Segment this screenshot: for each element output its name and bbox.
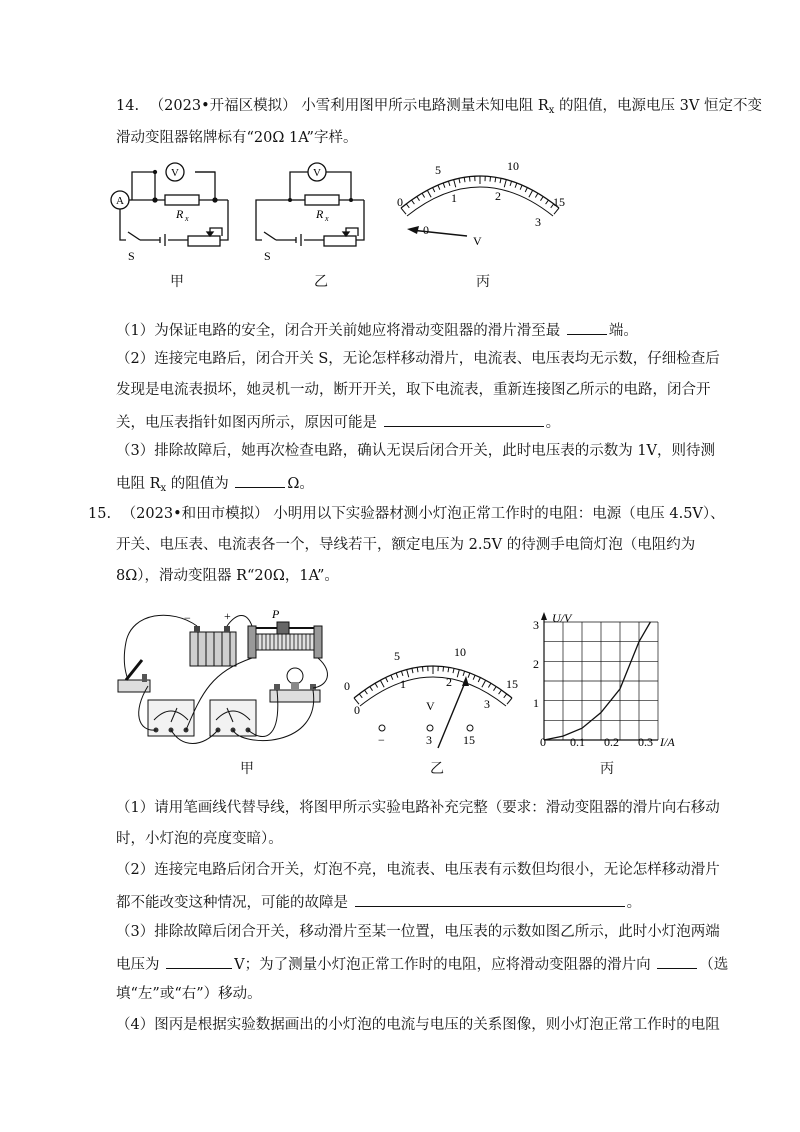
graph-xtick-0.3: 0.3	[638, 735, 653, 749]
terminal-minus-icon	[379, 725, 385, 731]
q14-meter-bottom-1: 1	[451, 191, 457, 205]
graph-ytick-1: 1	[533, 696, 539, 710]
dial-tick	[464, 177, 465, 182]
q15-fig-label-jia: 甲	[240, 761, 254, 777]
q15-meter-bottom-1: 1	[400, 677, 406, 691]
dial-tick	[391, 675, 393, 680]
rheostat	[248, 622, 322, 658]
q15-part-2-blank[interactable]	[355, 891, 625, 907]
q15-part-3-line-3: 填“左”或“右”）移动。	[116, 986, 262, 1002]
q15-meter-bottom-2: 2	[446, 675, 452, 689]
q14-part-1-text: （1）为保证电路的安全，闭合开关前她应将滑动变阻器的滑片滑至最	[116, 323, 561, 339]
dial-tick	[520, 185, 522, 190]
dial-tick	[529, 190, 533, 197]
q15-part-3-blank-voltage[interactable]	[166, 953, 232, 969]
dial-tick	[469, 177, 470, 182]
dial-tick	[499, 690, 502, 694]
q14-meter-pointer-zero: 0	[423, 223, 429, 237]
q14-number: 14.	[116, 98, 140, 114]
q14-stem-line-1	[116, 96, 762, 121]
yi-voltmeter-label: V	[313, 167, 321, 179]
q14-meter-bottom-3: 3	[535, 215, 541, 229]
q14-part-3-text-b: 的阻值为	[166, 476, 229, 492]
dial-tick	[401, 671, 403, 676]
q14-meter-top-15: 15	[553, 195, 565, 209]
q14-part-2-blank[interactable]	[384, 411, 544, 427]
q15-part-3-blank-direction[interactable]	[657, 953, 697, 969]
q14-part-1-blank[interactable]	[567, 319, 607, 335]
q14-part-3-end: Ω。	[287, 476, 314, 492]
q15-meter-bottom-3: 3	[484, 697, 490, 711]
q15-meter-bottom-0: 0	[354, 703, 360, 717]
dial-tick	[422, 193, 425, 197]
dial-tick	[380, 680, 384, 687]
q14-fig-label-bing: 丙	[476, 274, 490, 290]
q15-part-2-line-2	[116, 891, 641, 913]
dial-tick	[459, 178, 460, 183]
dial-tick	[457, 670, 459, 678]
dial-tick	[412, 200, 415, 204]
q14-fig-label-yi: 乙	[314, 274, 328, 290]
dial-tick	[443, 667, 444, 672]
q15-voltmeter-dial	[338, 640, 528, 750]
dial-tick	[504, 694, 507, 698]
q15-part-2-text: 都不能改变这种情况，可能的故障是	[116, 895, 348, 911]
yi-switch-label: S	[264, 249, 271, 262]
q15-fig-label-bing: 丙	[600, 761, 614, 777]
battery-plus: +	[224, 609, 231, 623]
dial-tick	[473, 675, 475, 680]
graph-ytick-3: 3	[533, 618, 539, 632]
dial-tick	[438, 185, 440, 190]
q15-meter-unit: V	[426, 699, 435, 713]
knife-switch	[118, 660, 150, 692]
dial-tick	[448, 181, 450, 186]
q14-stem-text-a: 小雪利用图甲所示电路测量未知电阻 R	[301, 98, 549, 114]
q15-part-2-line-1: （2）连接完电路后闭合开关，灯泡不亮，电流表、电压表有示数但均很小，无论怎样移动滑片	[116, 862, 720, 878]
q15-terminal-minus: −	[378, 733, 385, 747]
q15-meter-top-10: 10	[454, 645, 466, 659]
q15-part-3-text-c: （选	[699, 957, 729, 973]
q14-meter-top-5: 5	[435, 163, 441, 177]
dial-tick	[500, 178, 501, 183]
q14-circuit-jia	[110, 152, 240, 262]
dial-tick	[525, 188, 527, 192]
graph-xlabel: I/A	[660, 735, 675, 749]
q14-stem-sub: x	[548, 105, 555, 116]
q14-part-2-line-3	[116, 411, 560, 433]
dial-tick	[433, 188, 435, 192]
q14-part-3-blank[interactable]	[235, 472, 285, 488]
dial-tick	[495, 177, 496, 182]
jia-resistor-label: R	[176, 207, 184, 221]
dial-tick	[412, 668, 413, 673]
graph-ylabel: U/V	[552, 612, 572, 625]
dial-tick	[510, 181, 512, 186]
q15-apparatus-jia	[112, 602, 342, 752]
q14-part-2-line-2: 发现是电流表损坏，她灵机一动，断开开关，取下电流表，重新连接图乙所示的电路，闭合开	[116, 382, 711, 398]
battery-pack	[190, 626, 236, 666]
q15-part-3-text-a: 电压为	[116, 957, 160, 973]
dial-tick	[422, 667, 423, 672]
dial-tick	[443, 183, 445, 188]
q14-part-3-line-1: （3）排除故障后，她再次检查电路，确认无误后闭合开关，此时电压表的示数为 1V，则待测	[116, 443, 716, 459]
q14-part-1	[116, 319, 638, 341]
yi-resistor-label: R	[316, 207, 324, 221]
q15-part-3-line-2	[116, 953, 728, 975]
dial-tick	[463, 671, 465, 676]
q15-number: 15.	[88, 506, 112, 522]
q15-meter-top-0: 0	[344, 679, 350, 693]
q15-terminal-3: 3	[426, 733, 432, 747]
dial-tick	[540, 196, 543, 200]
q15-part-3-line-1: （3）排除故障后闭合开关，移动滑片至某一位置，电压表的示数如图乙所示，此时小灯泡两端	[116, 924, 720, 940]
q15-part-1-line-2: 时，小灯泡的亮度变暗）。	[116, 831, 283, 847]
q14-meter-top-0: 0	[397, 195, 403, 209]
dial-tick	[478, 678, 480, 682]
dial-tick	[417, 196, 420, 200]
q14-part-2-line-1: （2）连接完电路后，闭合开关 S，无论怎样移动滑片，电流表、电压表均无示数，仔细检查后	[116, 351, 720, 367]
graph-xtick-0.1: 0.1	[570, 735, 585, 749]
q14-part-1-end: 端。	[608, 323, 638, 339]
q15-stem-line-3: 8Ω），滑动变阻器 R“20Ω，1A”。	[116, 568, 339, 584]
dial-tick	[365, 690, 368, 694]
dial-tick	[375, 683, 378, 687]
graph-xtick-0.2: 0.2	[604, 735, 619, 749]
graph-xtick-0: 0	[540, 735, 546, 749]
q14-meter-unit: V	[473, 234, 482, 248]
terminal-3-icon	[427, 725, 433, 731]
dial-tick	[417, 667, 418, 672]
graph-ytick-2: 2	[533, 657, 539, 671]
dial-tick	[468, 673, 470, 678]
rheostat-slider-label: P	[272, 607, 280, 621]
q15-fig-label-yi: 乙	[430, 761, 444, 777]
q14-circuit-yi	[248, 152, 378, 262]
terminal-15-icon	[467, 725, 473, 731]
q15-terminal-15: 15	[463, 733, 475, 747]
q14-voltmeter-dial	[385, 150, 575, 260]
dial-tick	[370, 686, 373, 690]
q15-part-3-text-b: V；为了测量小灯泡正常工作时的电阻，应将滑动变阻器的滑片向	[234, 957, 651, 973]
dial-tick	[504, 180, 506, 188]
dial-tick	[488, 683, 491, 687]
jia-voltmeter-label: V	[171, 167, 179, 179]
q14-meter-top-10: 10	[507, 159, 519, 173]
dial-tick	[359, 694, 362, 698]
dial-tick	[453, 668, 454, 673]
jia-switch-label: S	[128, 249, 135, 262]
q15-part-4-line-1: （4）图丙是根据实验数据画出的小灯泡的电流与电压的关系图像，则小灯泡正常工作时的电阻	[116, 1017, 720, 1033]
dial-tick	[386, 678, 388, 682]
dial-tick	[493, 686, 496, 690]
q15-stem-line-2: 开关、电压表、电流表各一个，导线若干，额定电压为 2.5V 的待测手电筒灯泡（电阻约为	[116, 537, 696, 553]
q14-fig-label-jia: 甲	[170, 274, 184, 290]
q15-meter-top-5: 5	[394, 649, 400, 663]
dial-tick	[515, 183, 517, 188]
dial-tick	[406, 204, 409, 208]
jia-ammeter-label: A	[116, 195, 124, 207]
q14-part-2-end: 。	[545, 415, 561, 431]
jia-resistor-sub: x	[185, 214, 189, 223]
dial-tick	[396, 673, 398, 678]
q15-meter-top-15: 15	[506, 677, 518, 691]
dial-tick	[535, 193, 538, 197]
dial-tick	[407, 670, 409, 678]
q15-ui-graph	[530, 612, 700, 752]
dial-tick	[454, 180, 456, 188]
dial-tick	[490, 177, 491, 182]
dial-tick	[482, 680, 486, 687]
q14-source: （2023•开福区模拟）	[149, 98, 297, 114]
q15-meter-pointer	[438, 680, 466, 748]
q14-stem-text-b: 的阻值，电源电压 3V 恒定不变	[554, 98, 762, 114]
q15-part-2-end: 。	[626, 895, 642, 911]
q15-part-1-line-1: （1）请用笔画线代替导线，将图甲所示实验电路补充完整（要求：滑动变阻器的滑片向右移动	[116, 800, 720, 816]
dial-tick	[507, 698, 512, 704]
yi-resistor-sub: x	[325, 214, 329, 223]
battery-minus: −	[184, 611, 191, 625]
q14-part-2-text: 关，电压表指针如图丙所示，原因可能是	[116, 415, 377, 431]
q14-part-3-sub: x	[160, 483, 167, 494]
q14-stem-line-2: 滑动变阻器铭牌标有“20Ω 1A”字样。	[116, 130, 358, 146]
dial-tick	[546, 200, 549, 204]
q14-meter-pointer	[411, 230, 467, 236]
dial-tick	[448, 667, 449, 672]
q15-source: （2023•和田市模拟）	[121, 506, 269, 522]
q14-meter-bottom-2: 2	[495, 189, 501, 203]
q15-stem-text-1: 小明用以下实验器材测小灯泡正常工作时的电阻：电源（电压 4.5V）、	[273, 506, 725, 522]
dial-tick	[427, 190, 431, 197]
q14-part-3-text-a: 电阻 R	[116, 476, 161, 492]
q14-part-3-line-2	[116, 472, 314, 499]
q15-stem-line-1	[88, 504, 725, 524]
